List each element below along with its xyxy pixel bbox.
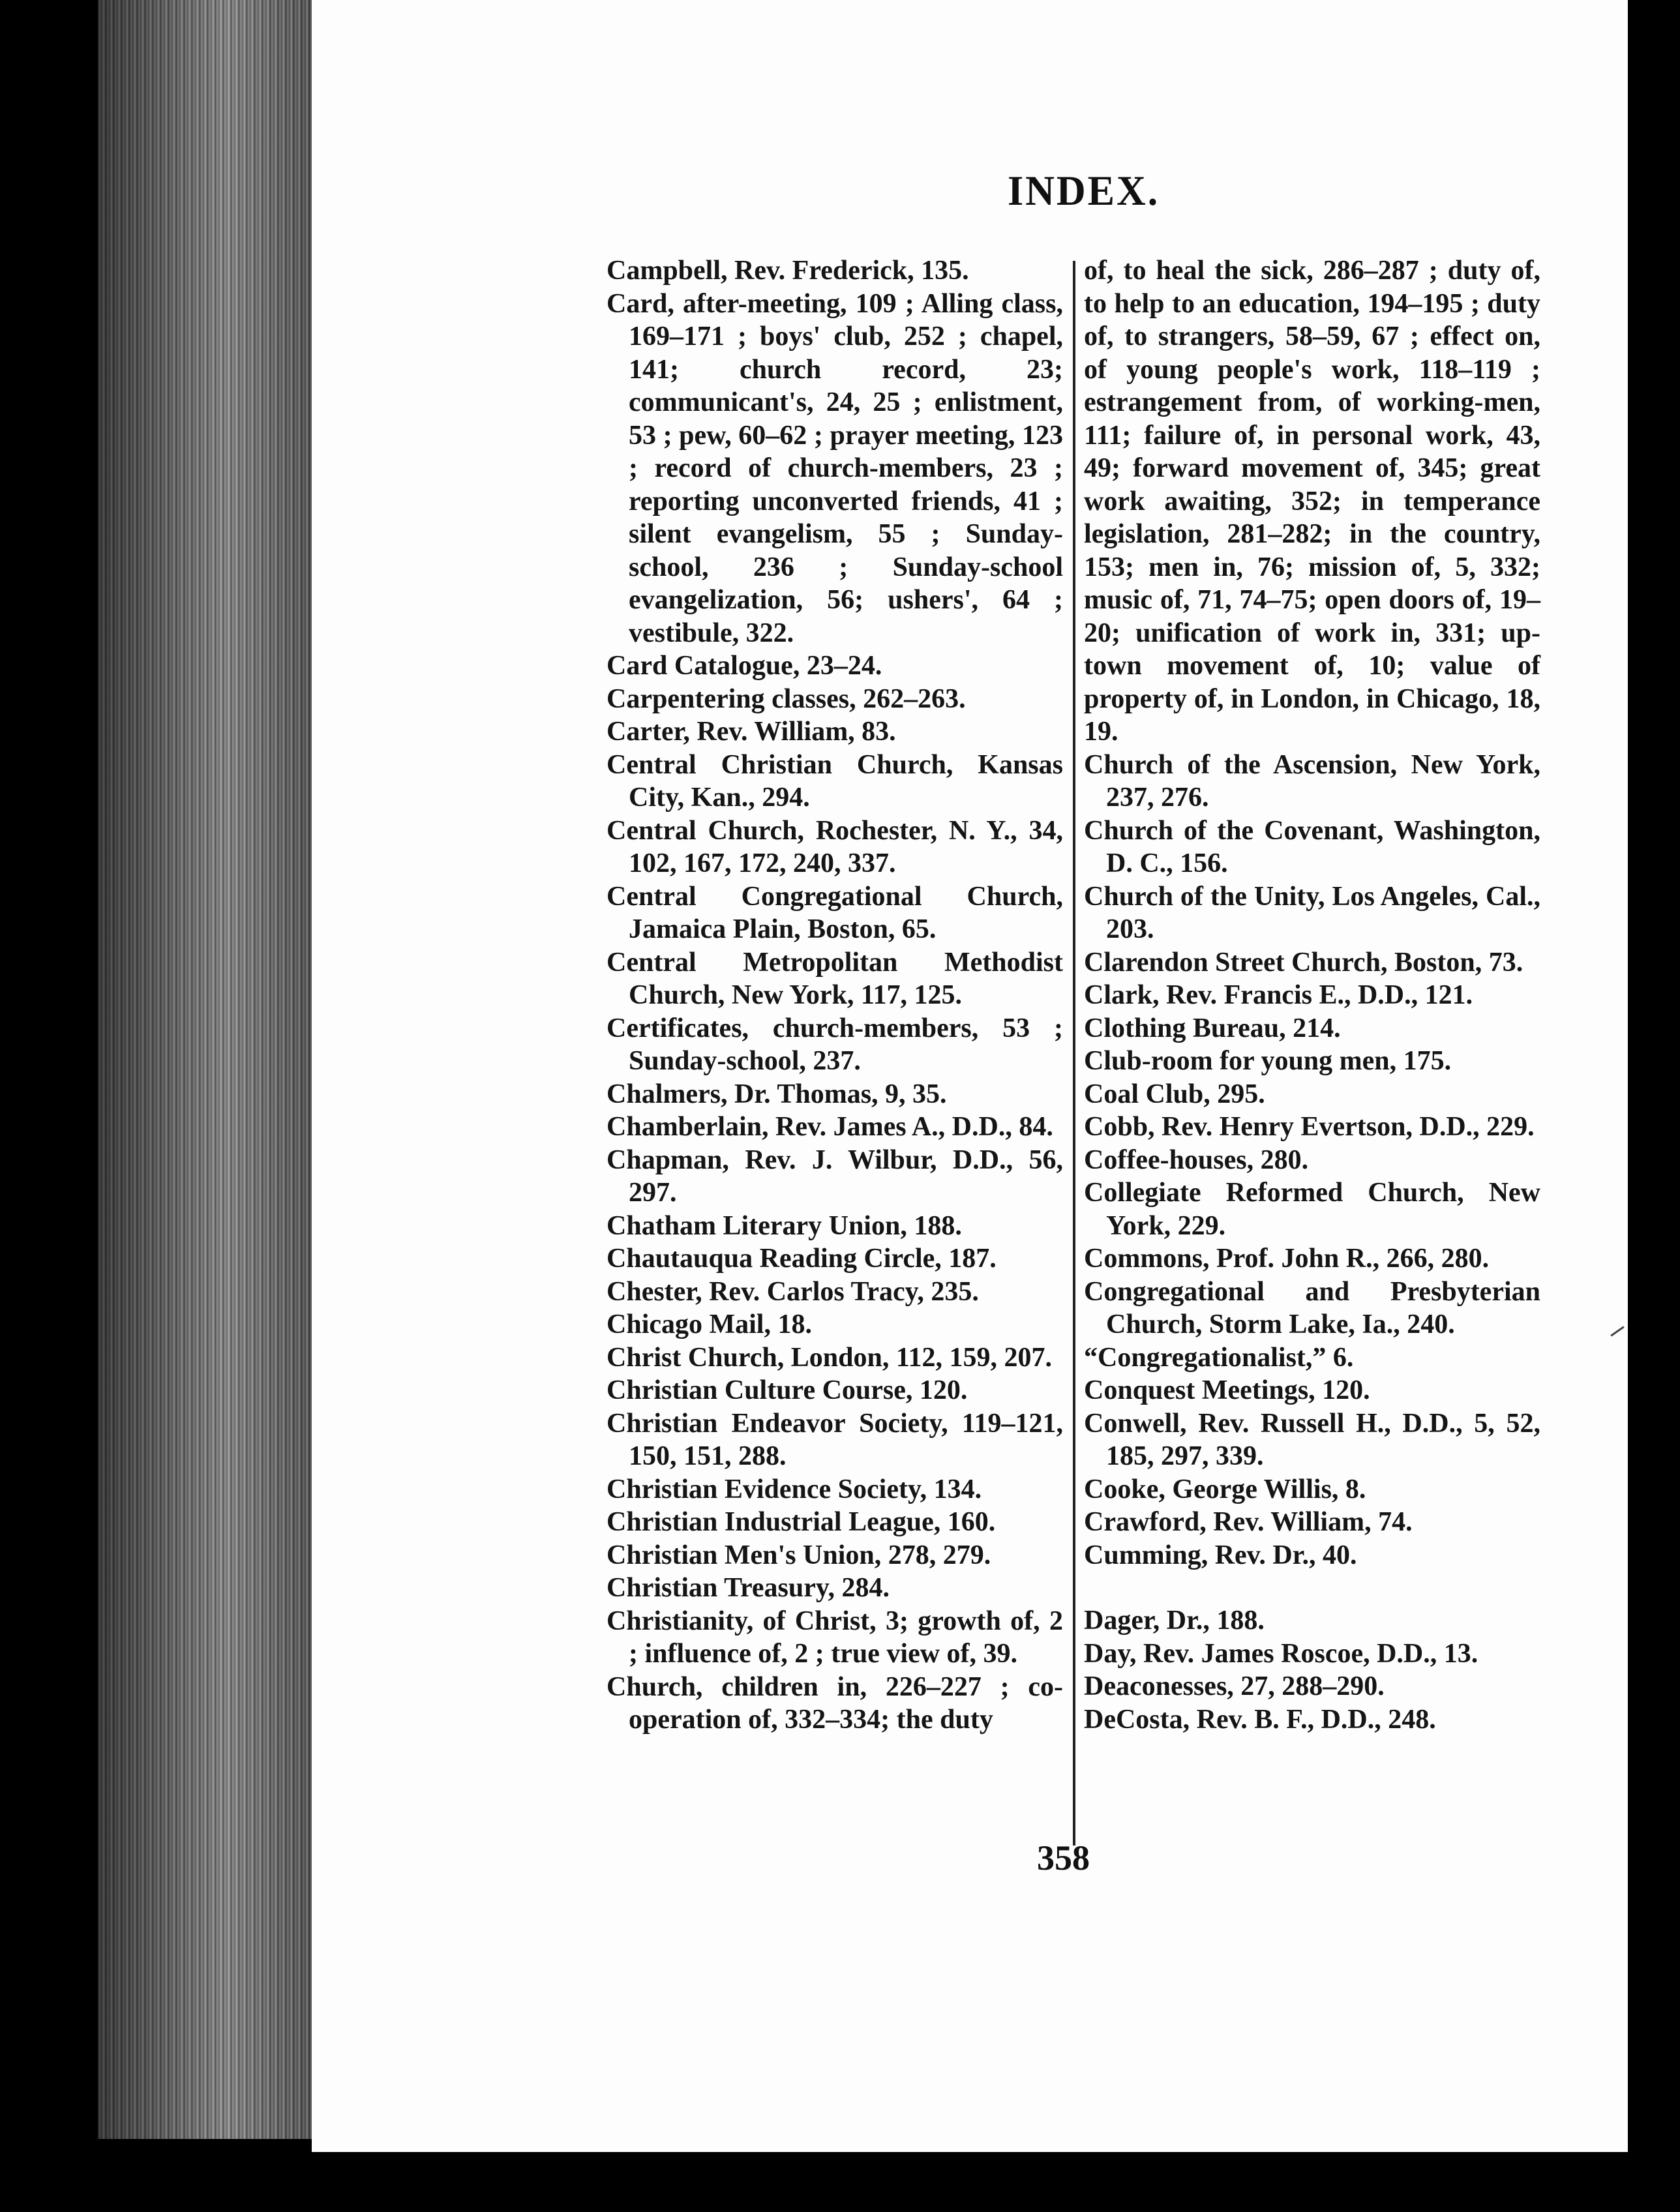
index-entry: Christian Industrial League, 160.	[607, 1507, 996, 1537]
index-entry: “Congregationalist,” 6.	[1084, 1342, 1354, 1373]
index-entry: Chatham Literary Union, 188.	[607, 1210, 962, 1241]
index-entry: Card, after-meeting, 109 ; Alling class, 169–171 ; boys' club, 252 ; chapel, 141; church record, 23; communicant's, 24, 25 ; enlistment, 53 ; pew, 60–62 ; prayer meeting, 123 ; record of church-members, 23 ; reporting unconverted friends, 41 ; silent evangelism, 55 ; Sunday-school, 236 ; Sunday-school evangelization, 56; ushers', 64 ; vestibule, 322.	[607, 288, 1063, 648]
index-entry: Christian Treasury, 284.	[607, 1573, 890, 1603]
index-entry: Coal Club, 295.	[1084, 1079, 1265, 1109]
index-entry: DeCosta, Rev. B. F., D.D., 248.	[1084, 1704, 1436, 1735]
index-entry: Cobb, Rev. Henry Evertson, D.D., 229.	[1084, 1112, 1535, 1142]
index-entry: Dager, Dr., 188.	[1084, 1606, 1265, 1636]
page-number: 358	[1037, 1838, 1090, 1877]
index-entry: Chamberlain, Rev. James A., D.D., 84.	[607, 1112, 1053, 1142]
index-entry: Day, Rev. James Roscoe, D.D., 13.	[1084, 1638, 1478, 1669]
index-entry: Collegiate Reformed Church, New York, 229.	[1084, 1178, 1540, 1241]
index-entry: Christian Evidence Society, 134.	[607, 1474, 982, 1504]
index-entry: Church, children in, 226–227 ; co-operation of, 332–334; the duty	[607, 1671, 1063, 1735]
index-entry: Carpentering classes, 262–263.	[607, 683, 966, 714]
index-entry: Chalmers, Dr. Thomas, 9, 35.	[607, 1079, 947, 1109]
index-entry: Commons, Prof. John R., 266, 280.	[1084, 1244, 1490, 1274]
index-entry: Chautauqua Reading Circle, 187.	[607, 1244, 997, 1274]
index-entry: Clarendon Street Church, Boston, 73.	[1084, 947, 1523, 978]
index-entry: Central Christian Church, Kansas City, Kan., 294.	[607, 749, 1063, 813]
index-entry: Clark, Rev. Francis E., D.D., 121.	[1084, 980, 1473, 1010]
index-entry-continuation: of, to heal the sick, 286–287 ; duty of, to help to an education, 194–195 ; duty of, to strangers, 58–59, 67 ; effect on, of young people's work, 118–119 ; estrangement from, of working-men, 111; failure of, in personal work, 43, 49; forward movement of, 345; great work awaiting, 352; in temperance legislation, 281–282; in the country, 153; men in, 76; mission of, 5, 332; music of, 71, 74–75; open doors of, 19–20; unification of work in, 331; up-town movement of, 10; value of property of, in London, in Chicago, 18, 19.	[1084, 256, 1540, 747]
index-column-left	[607, 254, 1063, 1737]
index-entry: Christian Men's Union, 278, 279.	[607, 1540, 991, 1570]
index-entry: Central Metropolitan Methodist Church, New York, 117, 125.	[607, 947, 1063, 1010]
index-entry: Central Congregational Church, Jamaica Plain, Boston, 65.	[607, 881, 1063, 944]
index-entry: Christ Church, London, 112, 159, 207.	[607, 1342, 1053, 1373]
index-entry: Church of the Unity, Los Angeles, Cal., 203.	[1084, 881, 1540, 944]
index-entry: Carter, Rev. William, 83.	[607, 717, 896, 747]
index-entry: Church of the Ascension, New York, 237, 276.	[1084, 749, 1540, 813]
index-entry: Certificates, church-members, 53 ; Sunday-school, 237.	[607, 1013, 1063, 1076]
index-entry: Cooke, George Willis, 8.	[1084, 1474, 1366, 1504]
index-entry: Christianity, of Christ, 3; growth of, 2 ; influence of, 2 ; true view of, 39.	[607, 1606, 1063, 1669]
page-title: INDEX.	[1008, 168, 1160, 215]
index-entry: Chicago Mail, 18.	[607, 1309, 812, 1339]
index-entry: Club-room for young men, 175.	[1084, 1046, 1452, 1076]
index-entry: Coffee-houses, 280.	[1084, 1144, 1309, 1175]
scan-border	[1628, 0, 1680, 2212]
index-entry: Clothing Bureau, 214.	[1084, 1013, 1341, 1043]
index-entry: Cumming, Rev. Dr., 40.	[1084, 1540, 1357, 1570]
index-entry: Conquest Meetings, 120.	[1084, 1375, 1370, 1405]
index-entry: Chapman, Rev. J. Wilbur, D.D., 56, 297.	[607, 1144, 1063, 1208]
index-entry: Card Catalogue, 23–24.	[607, 651, 882, 681]
column-divider	[1073, 261, 1075, 1846]
index-entry: Christian Culture Course, 120.	[607, 1375, 968, 1405]
page-edge-shadow	[98, 0, 313, 2139]
index-entry: Crawford, Rev. William, 74.	[1084, 1507, 1413, 1537]
index-entry: Congregational and Presbyterian Church, Storm Lake, Ia., 240.	[1084, 1276, 1540, 1339]
index-entry: Campbell, Rev. Frederick, 135.	[607, 256, 969, 286]
index-entry: Deaconesses, 27, 288–290.	[1084, 1671, 1385, 1701]
index-entry: Central Church, Rochester, N. Y., 34, 102, 167, 172, 240, 337.	[607, 815, 1063, 878]
index-entry: Conwell, Rev. Russell H., D.D., 5, 52, 185, 297, 339.	[1084, 1408, 1540, 1471]
index-entry: Church of the Covenant, Washington, D. C., 156.	[1084, 815, 1540, 878]
index-column-right	[1084, 254, 1540, 1736]
index-entry: Christian Endeavor Society, 119–121, 150, 151, 288.	[607, 1408, 1063, 1471]
index-entry: Chester, Rev. Carlos Tracy, 235.	[607, 1276, 979, 1307]
